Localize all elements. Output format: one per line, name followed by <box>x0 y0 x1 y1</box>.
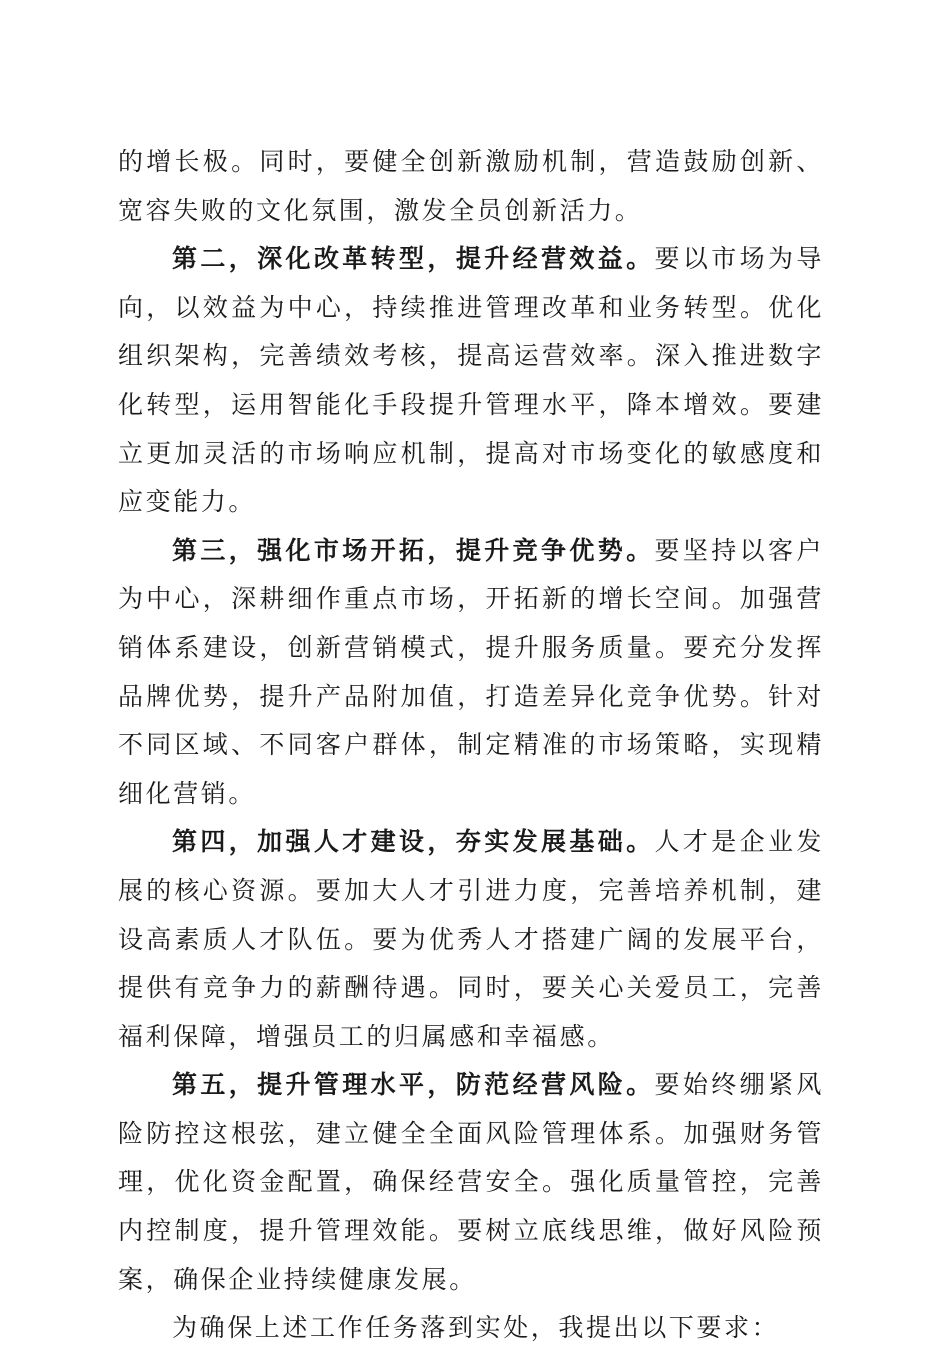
paragraph-body: 为确保上述工作任务落到实处，我提出以下要求： <box>172 1313 780 1343</box>
paragraph-body: 人才是企业发展的核心资源。要加大人才引进力度，完善培养机制，建设高素质人才队伍。要为优秀人才搭建广阔的发展平台，提供有竞争力的薪酬待遇。同时，要关心关爱员工，完善福利保障，增强员工的归属感和幸福感。 <box>118 827 824 1051</box>
paragraph-heading: 第二，深化改革转型，提升经营效益。 <box>172 244 655 274</box>
paragraph-heading: 第四，加强人才建设，夯实发展基础。 <box>172 827 655 857</box>
paragraph-fourth-point <box>118 818 824 1061</box>
paragraph-body: 的增长极。同时，要健全创新激励机制，营造鼓励创新、宽容失败的文化氛围，激发全员创新活力。 <box>118 147 824 225</box>
paragraph-body: 要坚持以客户为中心，深耕细作重点市场，开拓新的增长空间。加强营销体系建设，创新营销模式，提升服务质量。要充分发挥品牌优势，提升产品附加值，打造差异化竞争优势。针对不同区域、不同客户群体，制定精准的市场策略，实现精细化营销。 <box>118 535 824 808</box>
paragraph-fifth-point <box>118 1061 824 1304</box>
paragraph-body: 要以市场为导向，以效益为中心，持续推进管理改革和业务转型。优化组织架构，完善绩效考核，提高运营效率。深入推进数字化转型，运用智能化手段提升管理水平，降本增效。要建立更加灵活的市场响应机制，提高对市场变化的敏感度和应变能力。 <box>118 244 824 517</box>
paragraph-second-point <box>118 235 824 527</box>
paragraph-continuation <box>118 138 824 235</box>
paragraph-third-point <box>118 527 824 819</box>
paragraph-requirements-intro <box>118 1304 824 1353</box>
paragraph-heading: 第三，强化市场开拓，提升竞争优势。 <box>172 535 655 565</box>
paragraph-heading: 第五，提升管理水平，防范经营风险。 <box>172 1070 655 1100</box>
document-body <box>118 138 824 1353</box>
paragraph-body: 要始终绷紧风险防控这根弦，建立健全全面风险管理体系。加强财务管理，优化资金配置，确保经营安全。强化质量管控，完善内控制度，提升管理效能。要树立底线思维，做好风险预案，确保企业持续健康发展。 <box>118 1070 824 1294</box>
